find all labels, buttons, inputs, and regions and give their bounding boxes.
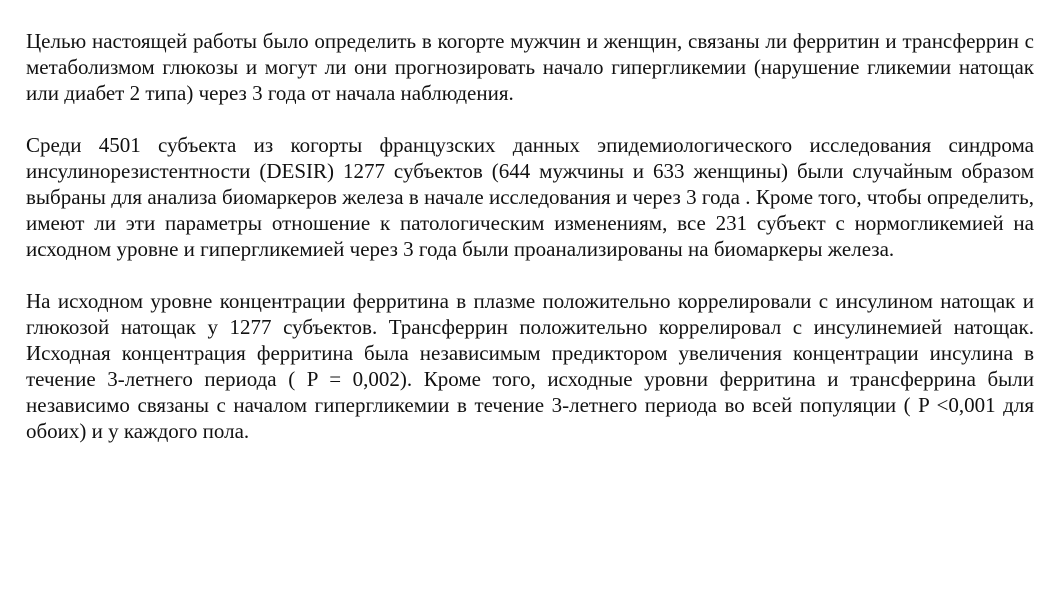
paragraph-results: На исходном уровне концентрации ферритина в плазме положительно коррелировали с инсулином натощак и глюкозой натощак у 1277 субъектов. Трансферрин положительно коррелировал с инсулинемией натощак. Исходная концентрация ферритина была независимым предиктором увеличения концентрации инсулина в течение 3-летнего периода ( P = 0,002). Кроме того, исходные уровни ферритина и трансферрина были независимо связаны с началом гипергликемии в течение 3-летнего периода во всей популяции ( P <0,001 для обоих) и у каждого пола.	[26, 289, 1034, 443]
paragraph-objective: Целью настоящей работы было определить в когорте мужчин и женщин, связаны ли ферритин и трансферрин с метаболизмом глюкозы и могут ли они прогнозировать начало гипергликемии (нарушение гликемии натощак или диабет 2 типа) через 3 года от начала наблюдения.	[26, 29, 1034, 105]
paragraph-methods: Среди 4501 субъекта из когорты французских данных эпидемиологического исследования синдрома инсулинорезистентности (DESIR) 1277 субъектов (644 мужчины и 633 женщины) были случайным образом выбраны для анализа биомаркеров железа в начале исследования и через 3 года . Кроме того, чтобы определить, имеют ли эти параметры отношение к патологическим изменениям, все 231 субъект с нормогликемией на исходном уровне и гипергликемией через 3 года были проанализированы на биомаркеры железа.	[26, 133, 1034, 261]
document-body	[26, 28, 1034, 470]
